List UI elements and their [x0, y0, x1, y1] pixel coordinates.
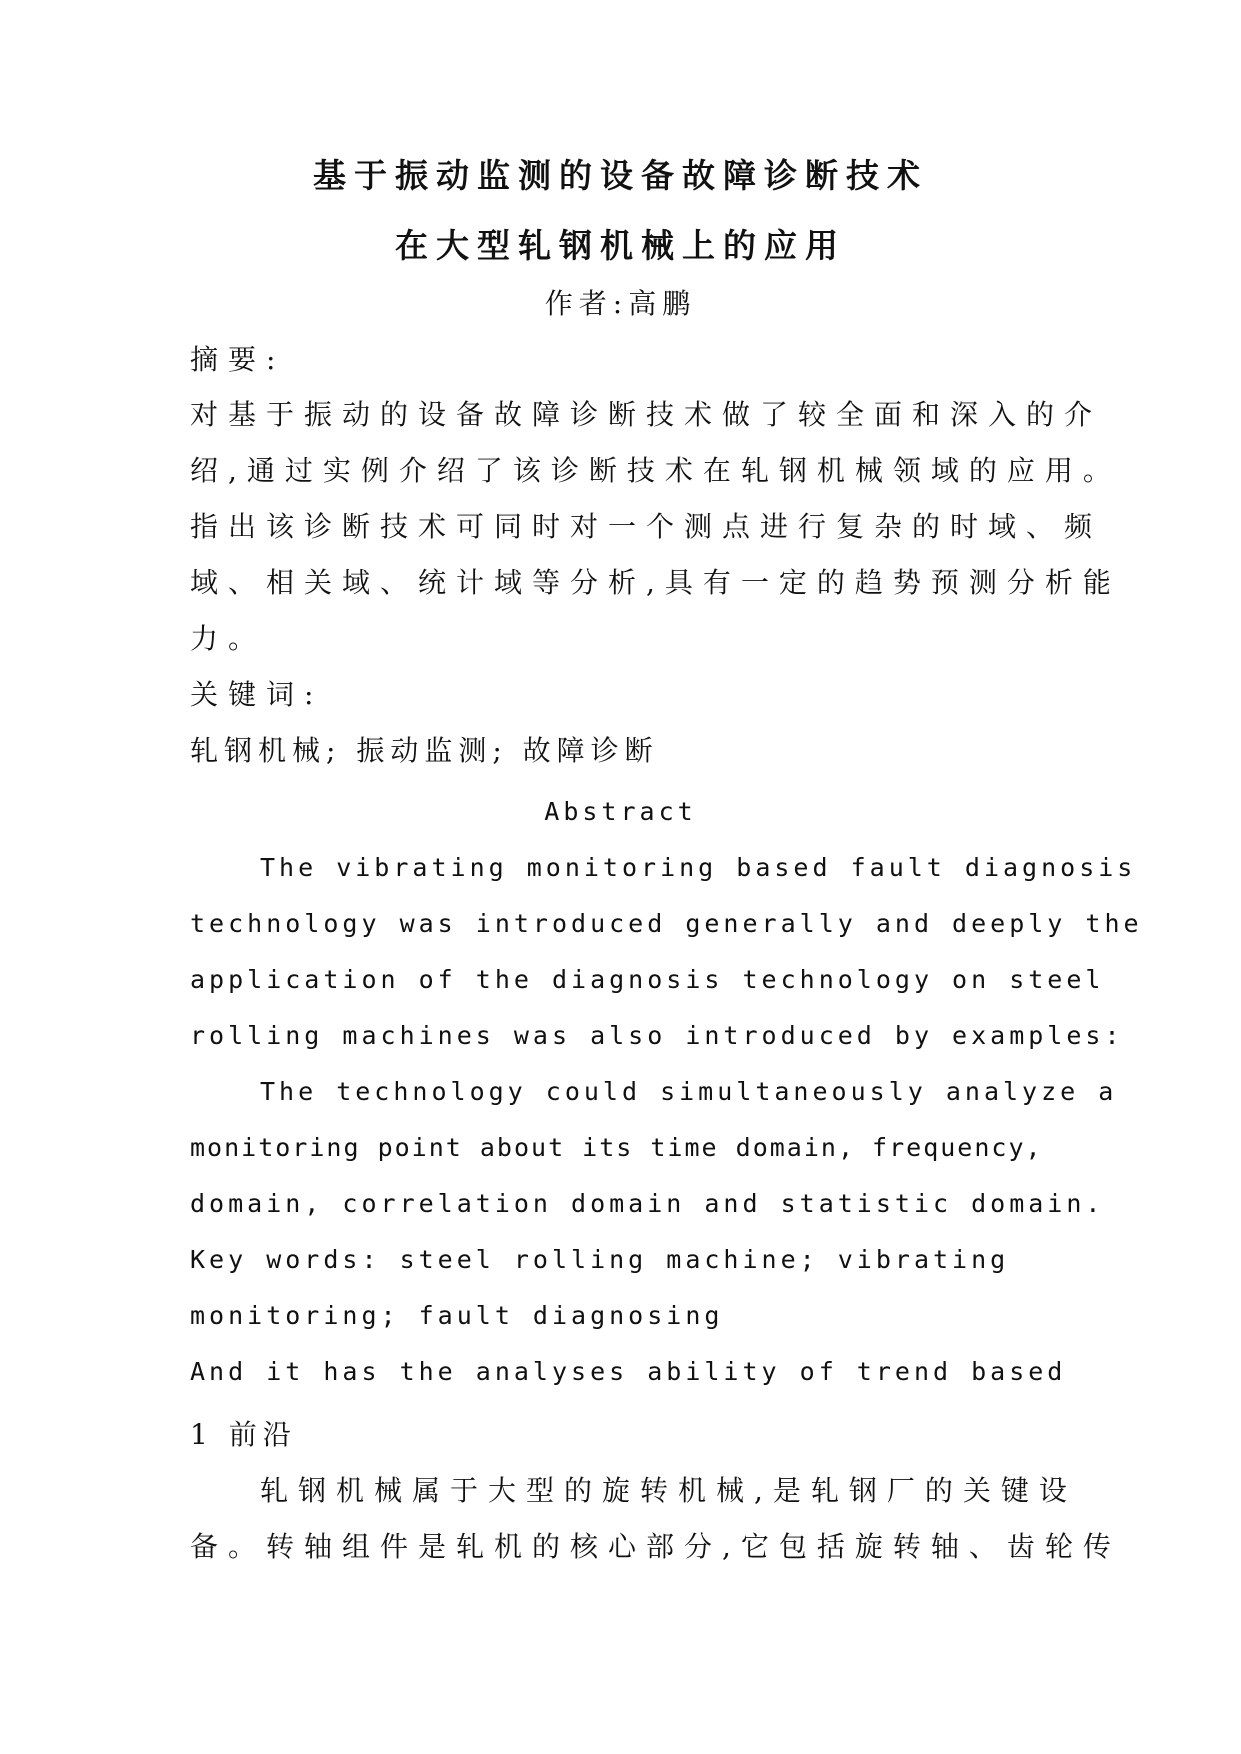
summary-line: 域、相关域、统计域等分析,具有一定的趋势预测分析能	[190, 566, 1121, 599]
abstract-line: application of the diagnosis technology on steel	[190, 965, 1105, 994]
abstract-line: technology was introduced generally and deeply the	[190, 909, 1143, 938]
summary-line: 对基于振动的设备故障诊断技术做了较全面和深入的介	[190, 398, 1103, 431]
summary-line: 指出该诊断技术可同时对一个测点进行复杂的时域、频	[190, 510, 1103, 543]
summary-heading: 摘要:	[190, 343, 286, 376]
author: 作者:高鹏	[544, 287, 697, 320]
abstract-line: rolling machines was also introduced by examples:	[190, 1021, 1124, 1050]
abstract-line: The vibrating monitoring based fault diagnosis	[260, 853, 1137, 882]
abstract-line: monitoring point about its time domain, frequency,	[190, 1133, 1043, 1162]
abstract-line: domain, correlation domain and statistic domain.	[190, 1189, 1105, 1218]
summary-line: 绍,通过实例介绍了该诊断技术在轧钢机械领域的应用。	[190, 454, 1121, 487]
keywords-text: 轧钢机械; 振动监测; 故障诊断	[190, 734, 659, 767]
title-line-2: 在大型轧钢机械上的应用	[395, 226, 846, 265]
abstract-heading: Abstract	[544, 797, 697, 826]
abstract-keywords-line: Key words: steel rolling machine; vibrating	[190, 1245, 1010, 1274]
summary-line: 力。	[190, 622, 267, 655]
section-line: 轧钢机械属于大型的旋转机械,是轧钢厂的关键设	[260, 1474, 1077, 1507]
abstract-keywords-line: monitoring; fault diagnosing	[190, 1301, 724, 1330]
abstract-line: The technology could simultaneously analyze a	[260, 1077, 1118, 1106]
abstract-trend-line: And it has the analyses ability of trend based	[190, 1357, 1067, 1386]
section-heading: 1 前沿	[190, 1418, 297, 1451]
section-line: 备。转轴组件是轧机的核心部分,它包括旋转轴、齿轮传	[190, 1530, 1121, 1563]
title-line-1: 基于振动监测的设备故障诊断技术	[313, 156, 928, 195]
keywords-heading: 关键词:	[190, 678, 324, 711]
